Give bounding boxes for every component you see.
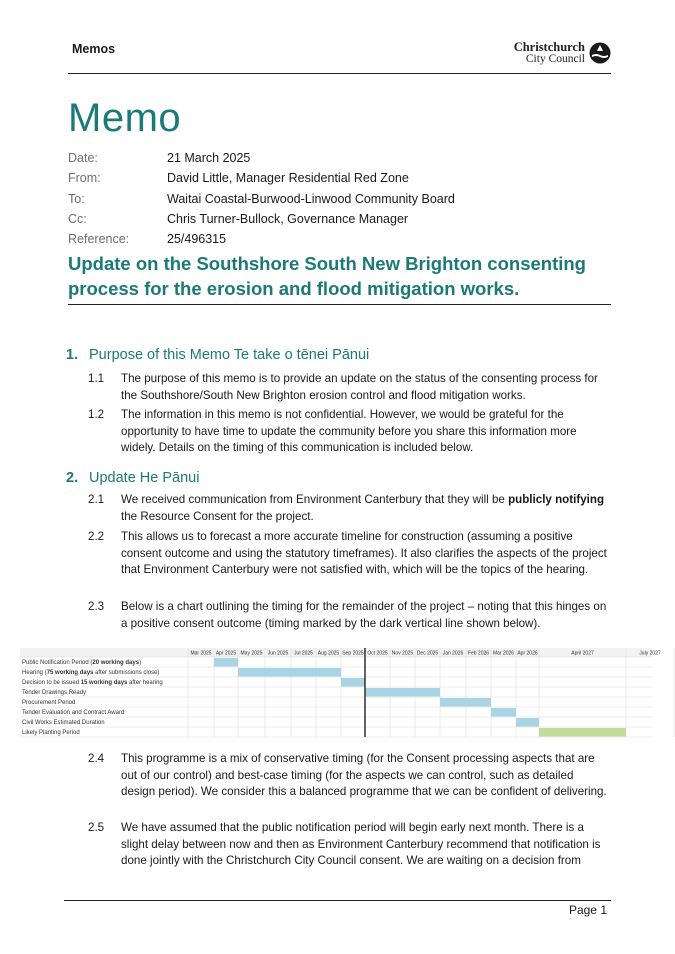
meta-label: Date:: [68, 151, 98, 166]
gantt-chart-svg: [20, 648, 661, 738]
gantt-month-label: Feb 2026: [467, 650, 490, 657]
logo-line2: City Council: [525, 53, 585, 65]
subject-line: process for the erosion and flood mitigation works.: [68, 278, 520, 299]
gantt-task-label: Public Notification Period (20 working days): [22, 660, 142, 666]
section-heading-purpose: [66, 347, 369, 363]
memo-metadata: [68, 148, 455, 249]
gantt-task-bar: [440, 698, 491, 707]
paragraph-2-5: [88, 820, 608, 870]
paragraph-number: 1.2: [88, 408, 105, 421]
text-run: We received communication from Environment Canterbury that they will be: [121, 493, 509, 506]
gantt-month-label: Jun 2025: [267, 650, 289, 657]
paragraph-text: This allows us to forecast a more accurate timeline for construction (assuming a positive consent outcome and using the statutory timeframes). It also clarifies the aspects of the project that Environment Canterbury were not satisfied with, which will be the topics of the hearing.: [121, 530, 607, 576]
logo-line1: Christchurch: [513, 40, 585, 54]
meta-row-from: [68, 168, 455, 188]
header-label: Memos: [72, 42, 116, 56]
gantt-task-bar: [238, 668, 341, 677]
gantt-task-bar: [365, 688, 440, 697]
meta-label: From:: [68, 171, 101, 186]
gantt-month-label: Nov 2025: [391, 650, 414, 657]
gantt-month-label: Jan 2026: [442, 650, 464, 657]
meta-label: To:: [68, 191, 85, 206]
council-logo: [514, 41, 611, 65]
gantt-task-bar: [341, 678, 365, 687]
meta-value: Waitai Coastal-Burwood-Linwood Community Board: [167, 191, 455, 206]
gantt-task-label: Hearing (75 working days after submissions close): [22, 670, 160, 676]
paragraph-1-2: [88, 407, 608, 457]
gantt-month-label: April 2027: [571, 650, 594, 657]
page-header: [68, 38, 611, 74]
gantt-month-label: Mar 2025: [190, 650, 212, 657]
paragraph-text: The information in this memo is not confidential. However, we would be grateful for the opportunity to have time to update the community before you share this information more widely. Details on the timing of this communication is included below.: [121, 408, 577, 454]
paragraph-number: 1.1: [88, 372, 105, 385]
paragraph-text: We have assumed that the public notification period will begin early next month. There is a slight delay between now and then as Environment Canterbury recommend that notification is done jointly with the Christchurch City Council consent. We are waiting on a decision from: [121, 821, 601, 867]
section-heading-update: [66, 470, 199, 486]
section-title: Update He Pānui: [89, 470, 200, 486]
paragraph-2-2: [88, 529, 608, 579]
meta-value: David Little, Manager Residential Red Zone: [167, 171, 409, 186]
page-footer: [64, 900, 611, 917]
gantt-month-label: Oct 2025: [367, 650, 388, 657]
meta-row-date: [68, 148, 455, 168]
paragraph-1-1: [88, 371, 608, 404]
meta-row-reference: [68, 229, 455, 249]
paragraph-2-4: [88, 751, 608, 801]
gantt-task-bar: [214, 658, 238, 667]
paragraph-text: Below is a chart outlining the timing for the remainder of the project – noting that this hinges on a positive consent outcome (timing marked by the dark vertical line shown below).: [121, 600, 607, 630]
gantt-task-bar: [539, 728, 626, 737]
meta-label: Reference:: [68, 232, 130, 247]
gantt-task-label: Civil Works Estimated Duration: [22, 720, 105, 726]
gantt-month-label: Apr 2025: [215, 650, 237, 657]
meta-row-to: [68, 189, 455, 209]
gantt-month-label: Aug 2025: [317, 650, 340, 657]
gantt-task-label: Likely Planting Period: [22, 730, 80, 736]
meta-label: Cc:: [68, 212, 87, 227]
memo-subject: [68, 251, 611, 305]
section-number: 2.: [66, 470, 79, 486]
gantt-month-label: Dec 2025: [416, 650, 439, 657]
paragraph-2-1: [88, 492, 608, 525]
project-timeline-chart: [20, 648, 661, 738]
gantt-month-label: Apr 2026: [517, 650, 538, 657]
gantt-month-label: Jul 2025: [294, 650, 313, 657]
meta-value: Chris Turner-Bullock, Governance Manager: [167, 212, 409, 227]
section-number: 1.: [66, 347, 79, 363]
council-logo-icon: [589, 42, 611, 64]
gantt-month-label: May 2025: [240, 650, 263, 657]
paragraph-text: [121, 492, 608, 525]
meta-value: 21 March 2025: [167, 151, 251, 166]
gantt-month-label: Mar 2026: [492, 650, 515, 657]
meta-row-cc: [68, 209, 455, 229]
gantt-task-label: Tender Evaluation and Contract Award: [22, 710, 125, 716]
paragraph-number: 2.3: [88, 600, 105, 613]
gantt-task-label: Tender Drawings Ready: [22, 690, 87, 696]
gantt-month-label: Sep 2025: [342, 650, 364, 657]
paragraph-number: 2.5: [88, 821, 105, 834]
gantt-task-bar: [491, 708, 516, 717]
section-title: Purpose of this Memo Te take o tēnei Pānui: [89, 347, 370, 363]
paragraph-number: 2.1: [88, 493, 105, 506]
gantt-task-label: Procurement Period: [22, 700, 76, 706]
text-run: the Resource Consent for the project.: [121, 509, 314, 523]
paragraph-text: This programme is a mix of conservative timing (for the Consent processing aspects that are out of our control) and best-case timing (for the aspects we can control, such as detailed design period). We consider this a balanced programme that we can be confident of delivering.: [121, 752, 607, 798]
subject-line: Update on the Southshore South New Brighton consenting: [68, 253, 586, 274]
gantt-task-label: Decision to be issued 15 working days after hearing: [22, 680, 163, 686]
paragraph-number: 2.2: [88, 530, 105, 543]
paragraph-text: The purpose of this memo is to provide an update on the status of the consenting process for the Southshore/South New Brighton erosion control and flood mitigation works.: [121, 372, 598, 402]
paragraph-number: 2.4: [88, 752, 105, 765]
meta-value: 25/496315: [167, 232, 227, 247]
bold-text-run: publicly notifying: [508, 493, 605, 506]
memo-title: Memo: [68, 96, 182, 140]
page-number: Page 1: [568, 903, 607, 917]
gantt-task-bar: [516, 718, 539, 727]
gantt-month-label: July 2027: [639, 650, 661, 657]
paragraph-2-3: [88, 599, 608, 632]
